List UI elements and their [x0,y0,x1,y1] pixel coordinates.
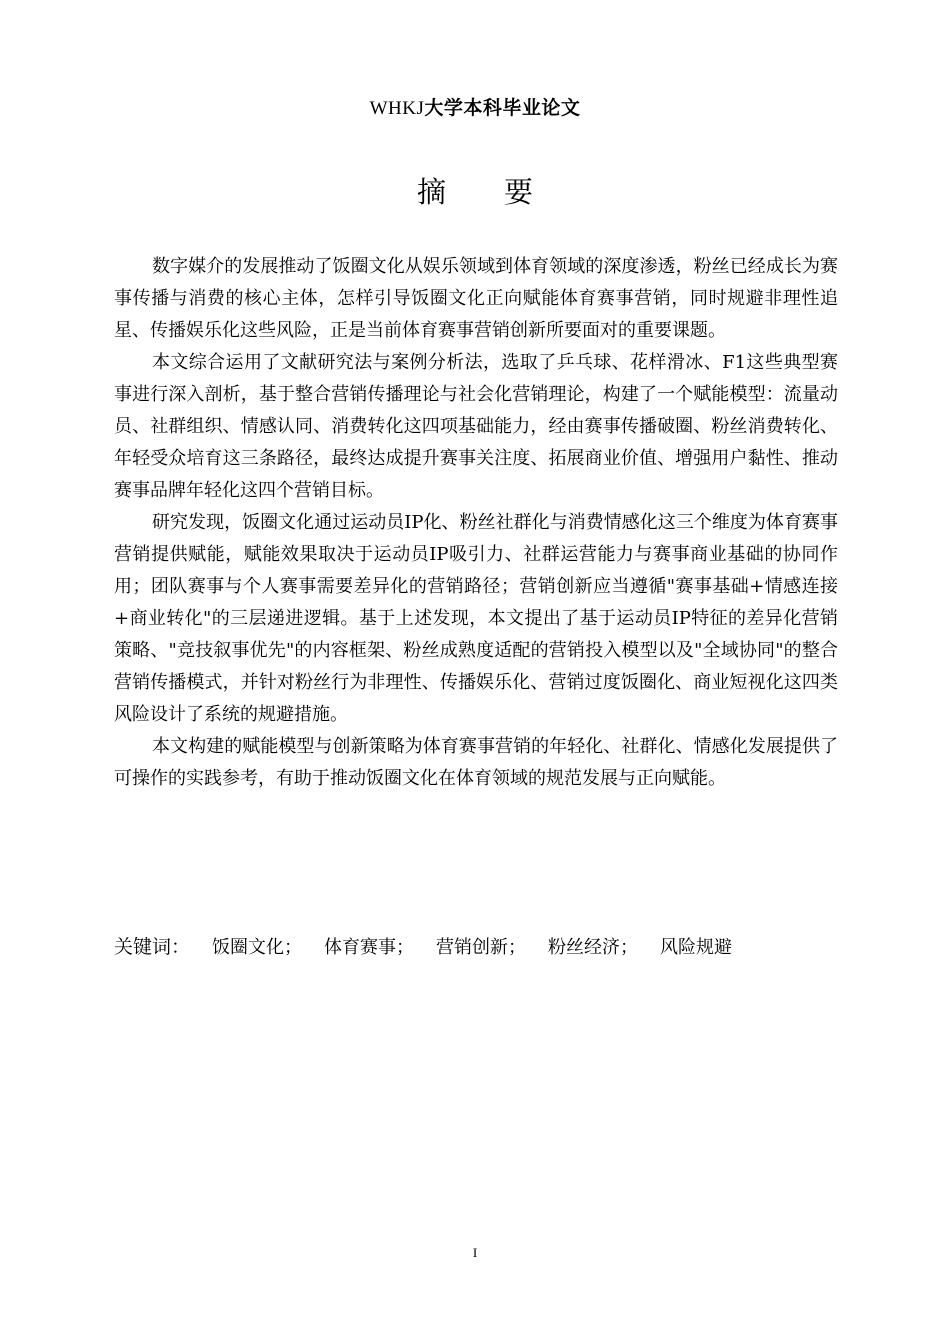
keywords-label: 关键词： [114,936,191,958]
keyword-item: 饭圈文化； [212,937,303,958]
abstract-body [114,251,838,795]
keyword-item: 营销创新； [436,937,527,958]
abstract-title: 摘要 [416,175,591,209]
keyword-item: 风险规避 [660,937,733,958]
abstract-paragraph-3: 研究发现，饭圈文化通过运动员IP化、粉丝社群化与消费情感化这三个维度为体育赛事营销提供赋能，赋能效果取决于运动员IP吸引力、社群运营能力与赛事商业基础的协同作用；团队赛事与个人赛事需要差异化的营销路径；营销创新应当遵循"赛事基础+情感连接+商业转化"的三层递进逻辑。基于上述发现，本文提出了基于运动员IP特征的差异化营销策略、"竞技叙事优先"的内容框架、粉丝成熟度适配的营销投入模型以及"全域协同"的整合营销传播模式，并针对粉丝行为非理性、传播娱乐化、营销过度饭圈化、商业短视化这四类风险设计了系统的规避措施。 [114,512,838,725]
keywords-line [114,931,838,964]
keyword-item: 粉丝经济； [548,937,639,958]
abstract-paragraph-1: 数字媒介的发展推动了饭圈文化从娱乐领域到体育领域的深度渗透，粉丝已经成长为赛事传播与消费的核心主体，怎样引导饭圈文化正向赋能体育赛事营销，同时规避非理性追星、传播娱乐化这些风险，正是当前体育赛事营销创新所要面对的重要课题。 [114,256,838,341]
abstract-paragraph-4: 本文构建的赋能模型与创新策略为体育赛事营销的年轻化、社群化、情感化发展提供了可操作的实践参考，有助于推动饭圈文化在体育领域的规范发展与正向赋能。 [114,736,838,789]
header-thesis-type: 大学本科毕业论文 [424,97,581,119]
thesis-header [0,94,950,123]
page-number: I [472,1245,478,1260]
keyword-item: 体育赛事； [324,937,415,958]
header-university-code: WHKJ [369,98,425,119]
abstract-paragraph-2: 本文综合运用了文献研究法与案例分析法，选取了乒乓球、花样滑冰、F1这些典型赛事进行深入剖析，基于整合营销传播理论与社会化营销理论，构建了一个赋能模型：流量动员、社群组织、情感认同、消费转化这四项基础能力，经由赛事传播破圈、粉丝消费转化、年轻受众培育这三条路径，最终达成提升赛事关注度、拓展商业价值、增强用户黏性、推动赛事品牌年轻化这四个营销目标。 [114,352,838,501]
